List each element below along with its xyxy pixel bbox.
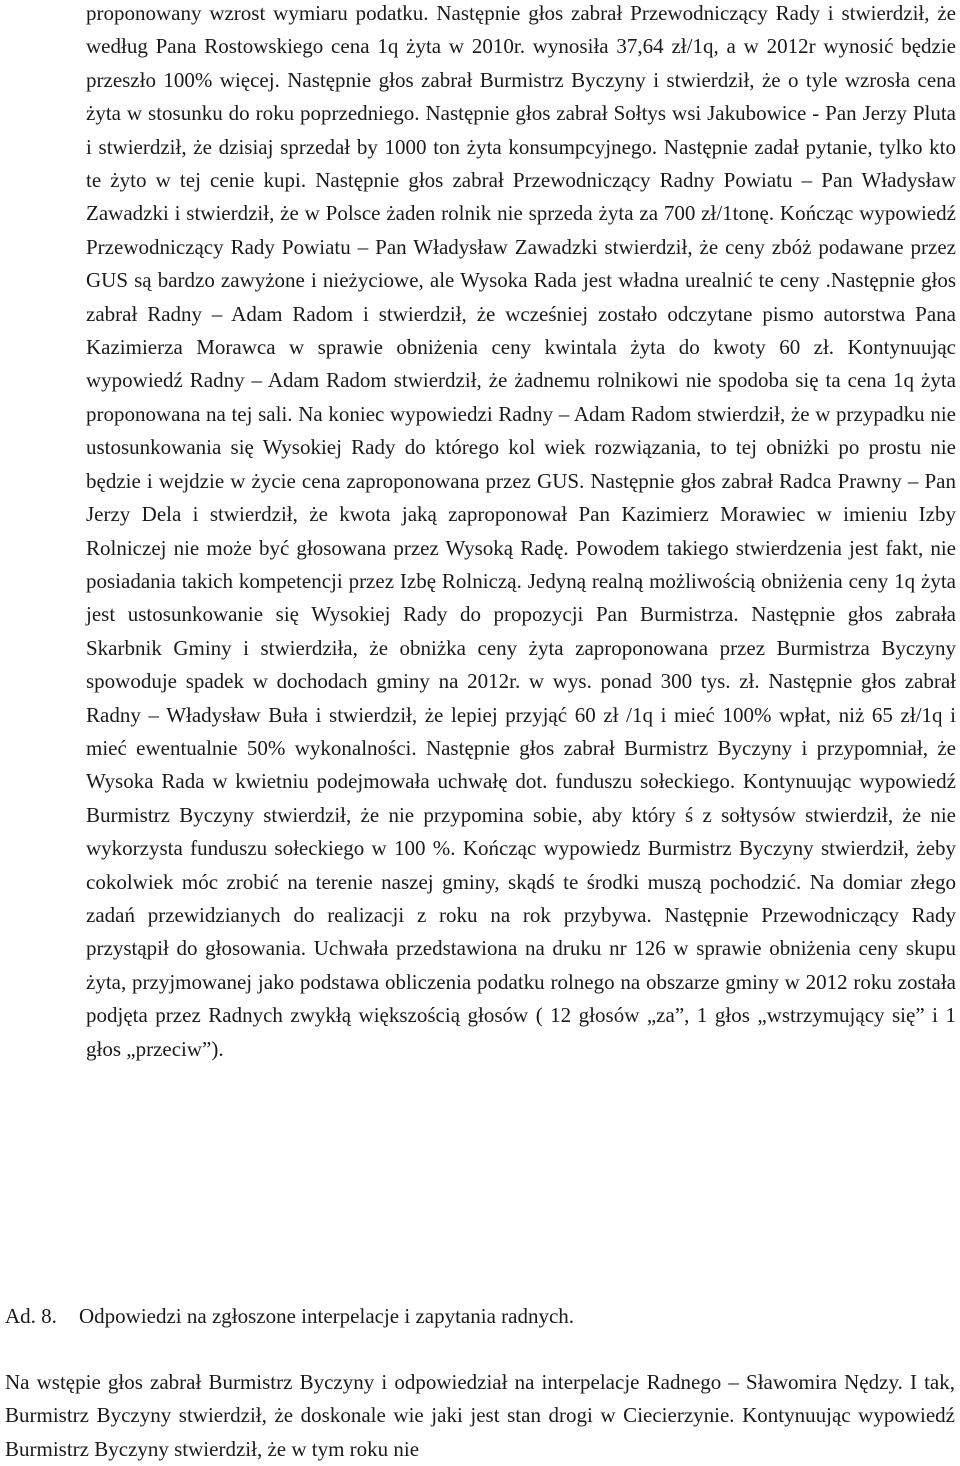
section-paragraph: Na wstępie głos zabrał Burmistrz Byczyny i odpowiedział na interpelacje Radnego – Sławomira Nędzy. I tak, Burmistrz Byczyny stwierdził, że doskonale wie jaki jest stan drogi w Ciecierzynie. Kontynuując wypowiedź Burmistrz Byczyny stwierdził, że w tym roku nie [5,1370,955,1461]
section-title: Odpowiedzi na zgłoszone interpelacje i zapytania radnych. [79,1304,575,1328]
section-number: Ad. 8. [5,1304,57,1328]
body-paragraph: proponowany wzrost wymiaru podatku. Następnie głos zabrał Przewodniczący Rady i stwierdził, że według Pana Rostowskiego cena 1q żyta w 2010r. wynosiła 37,64 zł/1q, a w 2012r wynosić będzie przeszło 100% więcej. Następnie głos zabrał Burmistrz Byczyny i stwierdził, że o tyle wzrosła cena żyta w stosunku do roku poprzedniego. Następnie głos zabrał Sołtys wsi Jakubowice - Pan Jerzy Pluta i stwierdził, że dzisiaj sprzedał by 1000 ton żyta konsumpcyjnego. Następnie zadał pytanie, tylko kto te żyto w tej cenie kupi. Następnie głos zabrał Przewodniczący Radny Powiatu – Pan Władysław Zawadzki i stwierdził, że w Polsce żaden rolnik nie sprzeda żyta za 700 zł/1tonę. Kończąc wypowiedź Przewodniczący Rady Powiatu – Pan Władysław Zawadzki stwierdził, że ceny zbóż podawane przez GUS są bardzo zawyżone i nieżyciowe, ale Wysoka Rada jest władna urealnić te ceny .Następnie głos zabrał Radny – Adam Radom i stwierdził, że wcześniej zostało odczytane pismo autorstwa Pana Kazimierza Morawca w sprawie obniżenia ceny kwintala żyta do kwoty 60 zł. Kontynuując wypowiedź Radny – Adam Radom stwierdził, że żadnemu rolnikowi nie spodoba się ta cena 1q żyta proponowana na tej sali. Na koniec wypowiedzi Radny – Adam Radom stwierdził, że w przypadku nie ustosunkowania się Wysokiej Rady do którego kol wiek rozwiązania, to tej obniżki po prostu nie będzie i wejdzie w życie cena zaproponowana przez GUS. Następnie głos zabrał Radca Prawny – Pan Jerzy Dela i stwierdził, że kwota jaką zaproponował Pan Kazimierz Morawiec w imieniu Izby Rolniczej nie może być głosowana przez Wysoką Radę. Powodem takiego stwierdzenia jest fakt, nie posiadania takich kompetencji przez Izbę Rolniczą. Jedyną realną możliwością obniżenia ceny 1q żyta jest ustosunkowanie się Wysokiej Rady do propozycji Pan Burmistrza. Następnie głos zabrała Skarbnik Gminy i stwierdziła, że obniżka ceny żyta zaproponowana przez Burmistrza Byczyny spowoduje spadek w dochodach gminy na 2012r. w wys. ponad 300 tys. zł. Następnie głos zabrał Radny – Władysław Buła i stwierdził, że lepiej przyjąć 60 zł /1q i mieć 100% wpłat, niż 65 zł/1q i mieć ewentualnie 50% wykonalności. Następnie głos zabrał Burmistrz Byczyny i przypomniał, że Wysoka Rada w kwietniu podejmowała uchwałę dot. funduszu sołeckiego. Kontynuując wypowiedź Burmistrz Byczyny stwierdził, że nie przypomina sobie, aby który ś z sołtysów stwierdził, że nie wykorzysta funduszu sołeckiego w 100 %. Kończąc wypowiedz Burmistrz Byczyny stwierdził, żeby cokolwiek móc zrobić na terenie naszej gminy, skądś te środki muszą pochodzić. Na domiar złego zadań przewidzianych do realizacji z roku na rok przybywa. Następnie Przewodniczący Rady przystąpił do głosowania. Uchwała przedstawiona na druku nr 126 w sprawie obniżenia ceny skupu żyta, przyjmowanej jako podstawa obliczenia podatku rolnego na obszarze gminy w 2012 roku została podjęta przez Radnych zwykłą większością głosów ( 12 głosów „za”, 1 głos „wstrzymujący się” i 1 głos „przeciw”). [86,1,956,1061]
section-heading [5,1300,955,1333]
